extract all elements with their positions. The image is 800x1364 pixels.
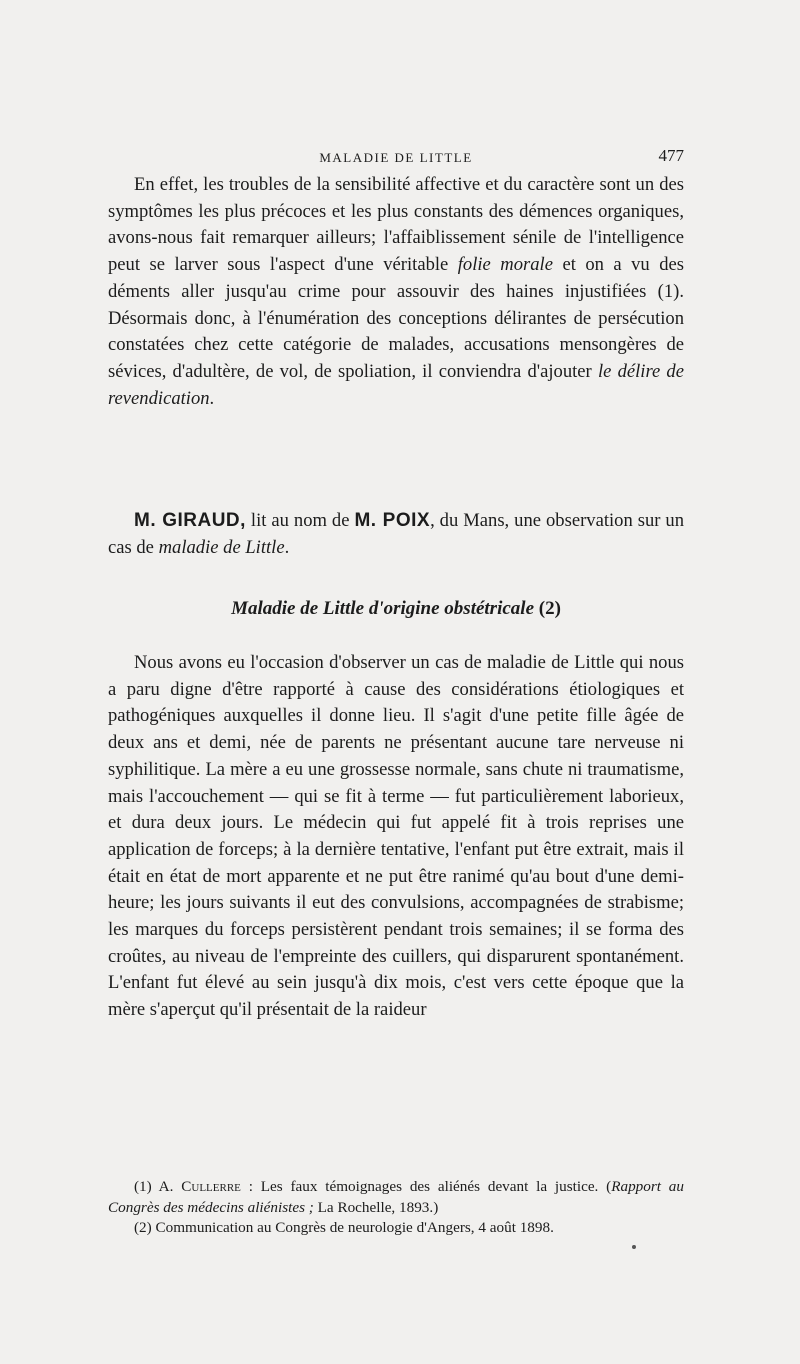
- footnote1-text-end: La Rochelle, 1893.): [313, 1198, 439, 1216]
- paragraph1-text-b: et on a vu des déments aller jusqu'au crime pour assouvir des haines injustifiées (1). Désormais donc, à l'énumération des conceptions délirantes de persécution constatées chez cette catégorie de malades, accusations mensongères de sévices, d'adultère, de vol, de spoliation, il conviendra d'ajouter: [108, 254, 684, 382]
- running-title: MALADIE DE LITTLE: [319, 150, 473, 165]
- italic-folie-morale: folie morale: [457, 254, 553, 276]
- italic-maladie-de-little: maladie de Little: [158, 536, 285, 558]
- paragraph1-text-c: .: [209, 387, 215, 409]
- running-head: [108, 146, 684, 170]
- footnote1-text: : Les faux témoignages des aliénés devant la justice. (: [240, 1178, 612, 1195]
- footnote1-marker: (1) A.: [134, 1178, 182, 1195]
- paragraph2-text-c: .: [284, 536, 290, 558]
- paragraph-giraud-poix: [108, 508, 684, 561]
- footnote-2: (2) Communication au Congrès de neurologie d'Angers, 4 août 1898.: [134, 1219, 554, 1236]
- footnote-1: [108, 1177, 684, 1218]
- section-title-text: Maladie de Little d'origine obstétricale: [231, 598, 534, 619]
- author-name-giraud: M. GIRAUD,: [134, 510, 246, 531]
- paragraph2-text-b: , du Mans, une observation sur un cas de: [108, 510, 685, 558]
- footnotes: [108, 1177, 684, 1239]
- author-name-poix: M. POIX: [354, 510, 431, 531]
- italic-delire-revendication: le délire de revendication: [108, 360, 684, 409]
- paragraph1-text-a: En effet, les troubles de la sensibilité affective et du caractère sont un des symptômes les plus précoces et les plus constants des démences organiques, avons-nous fait remarquer ailleurs; l'affaiblissement sénile de l'intelligence peut se larver sous l'aspect d'une véritable: [108, 174, 684, 276]
- page-number: 477: [658, 146, 684, 165]
- footnote1-italic: Rapport au Congrès des médecins aliénistes ;: [108, 1178, 684, 1216]
- section-footnote-ref: (2): [534, 598, 561, 619]
- paragraph2-text-a: lit au nom de: [245, 510, 355, 531]
- paragraph-case-report: Nous avons eu l'occasion d'observer un cas de maladie de Little qui nous a paru digne d'être rapporté à cause des considérations étiologiques et pathogéniques auxquelles il donne lieu. Il s'agit d'une petite fille âgée de deux ans et demi, née de parents ne présentant aucune tare nerveuse ni syphilitique. La mère a eu une grossesse normale, sans chute ni traumatisme, mais l'accouchement — qui se fit à terme — fut particulièrement laborieux, et dura deux jours. Le médecin qui fut appelé fit à trois reprises une application de forceps; à la dernière tentative, l'enfant put être extrait, mais il était en état de mort apparente et ne put être ranimé qu'au bout d'une demi-heure; les jours suivants il eut des convulsions, accompagnées de strabisme; les marques du forceps persistèrent pendant trois semaines; il se forma des croûtes, au niveau de l'empreinte des cuillers, qui disparurent spontanément. L'enfant fut élevé au sein jusqu'à dix mois, c'est vers cette époque que la mère s'aperçut qu'il présentait de la raideur: [108, 652, 684, 1021]
- ink-speck: [632, 1245, 636, 1249]
- section-title: [108, 598, 684, 620]
- paragraph-affective-troubles: [108, 172, 684, 412]
- footnote1-author: Cullerre: [181, 1178, 241, 1195]
